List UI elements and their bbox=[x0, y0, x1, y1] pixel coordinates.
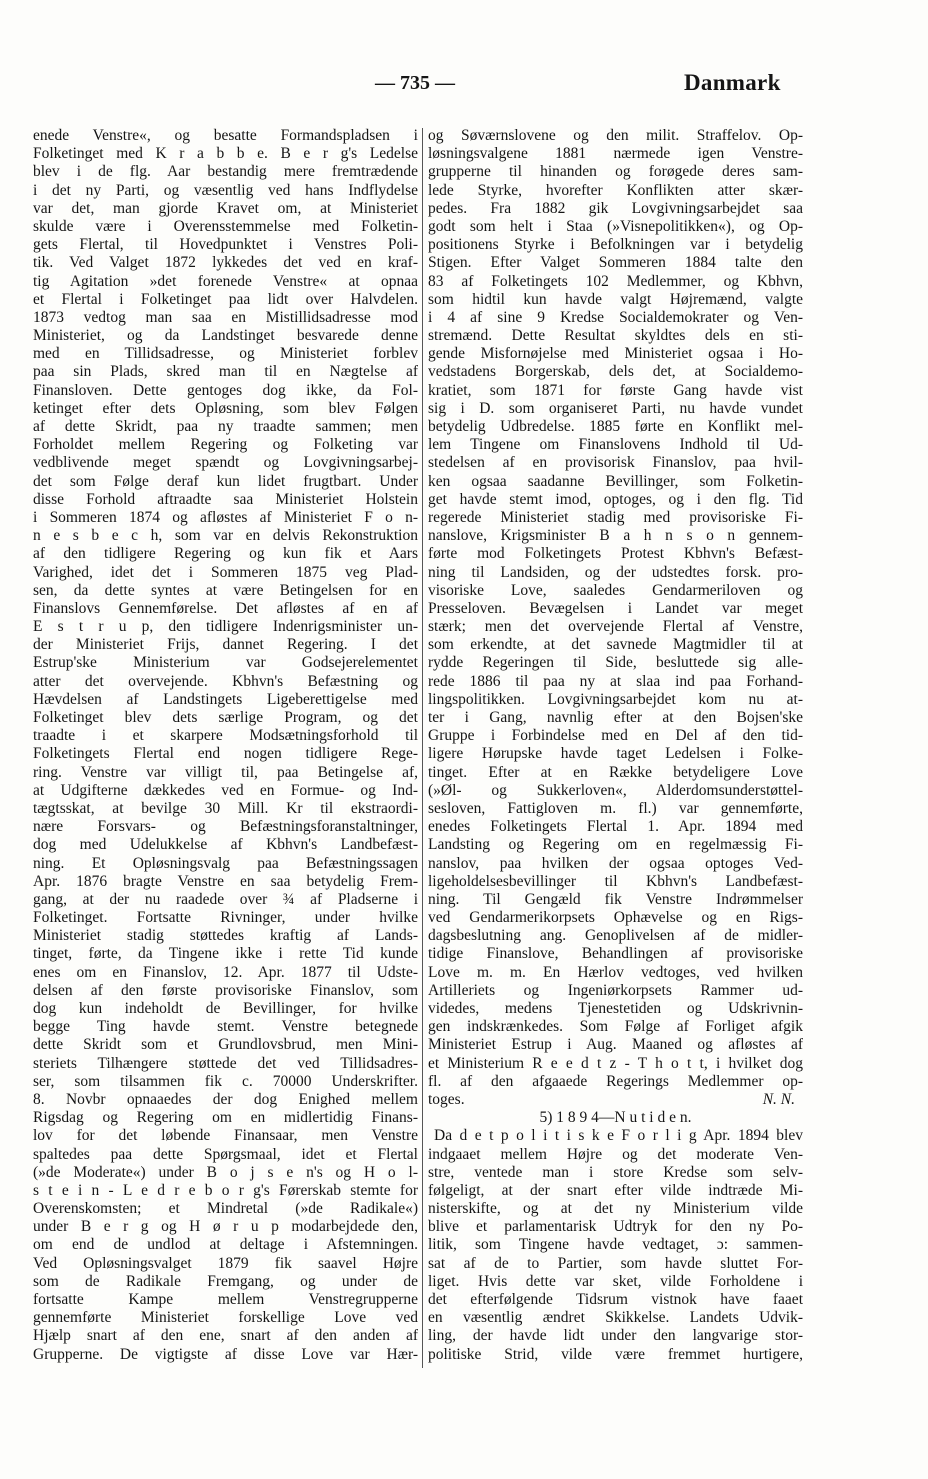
text-line: ser, som tilsammen fik c. 70000 Underskrifter. bbox=[33, 1072, 418, 1090]
text-line: Ved Opløsningsvalget 1879 fik saavel Højre bbox=[33, 1254, 418, 1272]
text-line: kratiet, som 1871 for første Gang havde vist bbox=[428, 381, 803, 399]
text-line: ning. Et Opløsningsvalg paa Befæstningssagen bbox=[33, 854, 418, 872]
text-line: begge Ting havde stemt. Venstre betegnede bbox=[33, 1018, 418, 1036]
text-line: gang, at der nu raadede over ¾ af Pladserne i bbox=[33, 890, 418, 908]
text-line: nanslove, Krigsminister B a h n s o n gennem- bbox=[428, 527, 803, 545]
text-line: Ministeriet Estrup i Aug. Maaned og afløstes af bbox=[428, 1036, 803, 1054]
text-line: af den tidligere Regering og kun fik et Aars bbox=[33, 545, 418, 563]
text-line: ken ogsaa saadanne Bevillinger, som Folketin- bbox=[428, 472, 803, 490]
text-line: en væsentlig ændret Skikkelse. Landets Udvik- bbox=[428, 1309, 803, 1327]
text-line: ketinget efter dets Opløsning, som blev Følgen bbox=[33, 399, 418, 417]
text-line: enes om en Finanslov, 12. Apr. 1877 til Udste- bbox=[33, 963, 418, 981]
text-line: 8. Novbr opnaaedes der dog Enighed mellem bbox=[33, 1090, 418, 1108]
text-line: traadte i et skarpere Modsætningsforhold til bbox=[33, 727, 418, 745]
text-line: lingspolitikken. Lovgivningsarbejdet kom nu at- bbox=[428, 690, 803, 708]
page-number: — 735 — bbox=[375, 72, 455, 94]
text-line: politiske Strid, vilde være fremmet hurtigere, bbox=[428, 1345, 803, 1363]
text-line: rydde Regeringen til Side, besluttede sig alle- bbox=[428, 654, 803, 672]
text-line: med en Tillidsadresse, og Ministeriet forblev bbox=[33, 345, 418, 363]
text-line: dog kun indeholdt de Bevillinger, for hvilke bbox=[33, 1000, 418, 1017]
text-line: Artilleriets og Ingeniørkorpsets Rammer ud- bbox=[428, 981, 803, 999]
text-line: disse Forhold aftraadte saa Ministeriet Holstein bbox=[33, 490, 418, 508]
text-line: regerede Ministeriet stadig med provisoriske Fi- bbox=[428, 508, 803, 526]
text-line: var det, man gjorde Kravet om, at Ministeriet bbox=[33, 199, 418, 217]
text-line: liget. Hvis dette var sket, vilde Forholdene i bbox=[428, 1272, 803, 1290]
text-line: Finanslovs Gennemførelse. Det afløstes af en af bbox=[33, 599, 418, 617]
text-line: der Ministeriet Frijs, dannet Regering. I det bbox=[33, 636, 418, 654]
text-line: pedes. Fra 1882 gik Lovgivningsarbejdet saa bbox=[428, 199, 803, 217]
text-line: paa sin Plads, skred man til en Nægtelse af bbox=[33, 363, 418, 381]
text-line: gets Flertal, til Hovedpunktet i Venstres Poli- bbox=[33, 236, 418, 254]
text-line: vedstadens Borgerskab, dels det, at Socialdemo- bbox=[428, 363, 803, 381]
text-line: 1873 vedtog man saa en Mistillidsadresse mod bbox=[33, 308, 418, 326]
text-line: førte mod Folketingets Protest Kbhvn's Befæst- bbox=[428, 545, 803, 563]
text-line: E s t r u p, den tidligere Indenrigsminister un- bbox=[33, 618, 418, 636]
text-line: Presseloven. Bevægelsen i Landet var meget bbox=[428, 599, 803, 617]
text-line: ring. Venstre var villigt til, paa Betingelse af, bbox=[33, 763, 418, 781]
text-line: betydelig Udbredelse. 1885 førte en Konflikt mel- bbox=[428, 418, 803, 435]
text-line: (»de Moderate«) under B o j s e n's og H o l- bbox=[33, 1163, 418, 1181]
text-line: Rigsdag og Regering om en midlertidig Finans- bbox=[33, 1109, 418, 1127]
text-line: under B e r g og H ø r u p modarbejdede den, bbox=[33, 1218, 418, 1236]
text-line: sat af de to Partier, som havde sluttet For- bbox=[428, 1254, 803, 1272]
text-line: blev i de flg. Aar bestandig mere fremtrædende bbox=[33, 163, 418, 181]
text-line: som erkendte, at det savnede Magtmidler til at bbox=[428, 636, 803, 654]
section-heading: 5) 1 8 9 4—N u t i d e n. bbox=[539, 1109, 692, 1127]
text-line: Grupperne. De vigtigste af disse Love var Hær- bbox=[33, 1345, 418, 1363]
text-line: ter i Gang, navnlig efter at den Bojsen'ske bbox=[428, 709, 803, 726]
text-line: stremænd. Dette Resultat skyldtes dels en sti- bbox=[428, 327, 803, 345]
text-line: ved Gendarmerikorpsets Ophævelse og en Rigs- bbox=[428, 909, 803, 927]
text-line: stedelsen af en provisorisk Finanslov, paa hvil- bbox=[428, 454, 803, 472]
text-line: Landsting og Regering om en regelmæssig Fi- bbox=[428, 836, 803, 854]
text-line: blive et parlamentarisk Udtryk for den ny Po- bbox=[428, 1218, 803, 1236]
column-divider bbox=[422, 128, 423, 1368]
text-line: Folketinget med K r a b b e. B e r g's Ledelse bbox=[33, 145, 418, 163]
text-line: om end de undlod at deltage i Afstemningen. bbox=[33, 1236, 418, 1254]
text-line: (»Øl- og Sukkerloven«, Alderdomsunderstøttel- bbox=[428, 781, 803, 799]
text-line: stre, ventede man i store Kredse som selv- bbox=[428, 1163, 803, 1181]
text-line: nære Forsvars- og Befæstningsforanstaltninger, bbox=[33, 818, 418, 836]
text-line: tinget. Efter at en Række betydeligere Love bbox=[428, 763, 803, 781]
text-line: ling, der havde lidt under den langvarige stor- bbox=[428, 1327, 803, 1345]
text-line: get havde stemt imod, optoges, og i den flg. Tid bbox=[428, 490, 803, 508]
text-line: gennemførte Ministeriet forskellige Love ved bbox=[33, 1309, 418, 1327]
text-line: Ministeriet stadig støttedes kraftig af Lands- bbox=[33, 927, 418, 945]
author-signature: N. N. bbox=[762, 1090, 795, 1108]
text-line: Estrup'ske Ministerium var Godsejerelementet bbox=[33, 654, 418, 672]
text-line: nisterskifte, og at det ny Ministerium vilde bbox=[428, 1200, 803, 1218]
text-line: tik. Ved Valget 1872 lykkedes det ved en kraf- bbox=[33, 254, 418, 272]
text-line: tig Agitation »det forenede Venstre« at opnaa bbox=[33, 272, 418, 290]
text-line: n e s b e c h, som var en delvis Rekonstruktion bbox=[33, 527, 418, 545]
text-line: stærk; men det overvejende Flertal af Venstre, bbox=[428, 618, 803, 636]
text-line: enedes Folketingets Flertal 1. Apr. 1894 med bbox=[428, 818, 803, 836]
text-line: et Flertal i Folketinget paa lidt over Halvdelen. bbox=[33, 290, 418, 308]
text-line: i det ny Parti, og væsentlig ved hans Indflydelse bbox=[33, 181, 418, 199]
text-line: løsningsvalgene 1881 nærmede igen Venstre- bbox=[428, 145, 803, 163]
text-line: Folketinget blev dets særlige Program, og det bbox=[33, 709, 418, 726]
text-line: indgaaet mellem Højre og det moderate Ven- bbox=[428, 1145, 803, 1163]
text-line: som de Radikale Fremgang, og under de bbox=[33, 1272, 418, 1290]
text-line: atter det overvejende. Kbhvn's Befæstning og bbox=[33, 672, 418, 690]
text-line: Da d e t p o l i t i s k e F o r l i g Apr. 1894 blev bbox=[434, 1127, 803, 1145]
text-line: lede Styrke, hvorefter Konflikten atter skær- bbox=[428, 181, 803, 199]
text-line: det som Følge deraf kun lidet frugtbart. Under bbox=[33, 472, 418, 490]
text-line: Finansloven. Dette gentoges dog ikke, da Fol- bbox=[33, 381, 418, 399]
text-line: Folketingets Flertal end nogen tidligere Rege- bbox=[33, 745, 418, 763]
text-line: videdes, medens Tjenestetiden og Udskrivnin- bbox=[428, 1000, 803, 1017]
text-line: Overenskomsten; et Mindretal (»de Radikale«) bbox=[33, 1200, 418, 1218]
right-column bbox=[428, 127, 803, 1364]
text-line: at Udgifterne dækkedes ved en Formue- og Ind- bbox=[33, 781, 418, 799]
text-line: dog med Udelukkelse af Kbhvn's Landbefæst- bbox=[33, 836, 418, 854]
text-line: skulde være i Overensstemmelse med Folketin- bbox=[33, 217, 418, 235]
text-line: et Ministerium R e e d t z - T h o t t, i hvilket dog bbox=[428, 1054, 803, 1072]
text-line: Ministeriet, og da Landstinget besvarede denne bbox=[33, 327, 418, 345]
text-line: tidige Finanslove, Behandlingen af provisoriske bbox=[428, 945, 803, 963]
text-line: Apr. 1876 bragte Venstre en saa betydelig Frem- bbox=[33, 872, 418, 890]
text-line: grupperne til hinanden og forøgede deres sam- bbox=[428, 163, 803, 181]
text-line: ning til Landsiden, og der udstedtes forsk. pro- bbox=[428, 563, 803, 581]
text-line: lem Tingene om Finanslovens Indhold til Ud- bbox=[428, 436, 803, 454]
text-line: godt som helt i Staa (»Visnepolitikken«), og Op- bbox=[428, 217, 803, 235]
text-line: Folketinget. Fortsatte Rivninger, under hvilke bbox=[33, 909, 418, 927]
text-line: og Søværnslovene og den milit. Straffelov. Op- bbox=[428, 127, 803, 144]
text-line: ligeholdelsesbevillinger til Kbhvn's Landbefæst- bbox=[428, 872, 803, 890]
text-line: dagsbeslutning ang. Genoplivelsen af de midler- bbox=[428, 927, 803, 945]
text-line: det efterfølgende Tidsrum vistnok have faaet bbox=[428, 1291, 803, 1308]
text-line: toges. bbox=[428, 1090, 465, 1108]
text-line: Gruppe i Forbindelse med en Del af den tid- bbox=[428, 727, 803, 745]
text-line: gen indskrænkedes. Som Følge af Forliget afgik bbox=[428, 1018, 803, 1036]
text-line: Forholdet mellem Regering og Folketing var bbox=[33, 436, 418, 454]
text-line: visoriske Love, saaledes Gendarmeriloven og bbox=[428, 581, 803, 599]
text-line: fl. af den afgaaede Regerings Medlemmer op- bbox=[428, 1072, 803, 1090]
text-line: sesloven, Fattigloven m. fl.) var gennemførte, bbox=[428, 799, 803, 817]
text-line: følgeligt, at der snart efter vilde indtræde Mi- bbox=[428, 1181, 803, 1199]
text-line: spaltedes paa dette Spørgsmaal, idet et Flertal bbox=[33, 1145, 418, 1163]
text-line: rede 1886 til paa ny at slaa ind paa Forhand- bbox=[428, 672, 803, 690]
text-line: i Sommeren 1874 og afløstes af Ministeriet F o n- bbox=[33, 508, 418, 526]
text-line: sig i D. som organiseret Parti, nu havde vundet bbox=[428, 399, 803, 417]
text-line: tinget, førte, da Tingene ikke i rette Tid kunde bbox=[33, 945, 418, 963]
text-line: vedblivende meget spændt og Lovgivningsarbej- bbox=[33, 454, 418, 472]
text-line: dette Skridt som et Grundlovsbrud, men Mini- bbox=[33, 1036, 418, 1054]
text-line: af dette Skridt, paa ny traadte sammen; men bbox=[33, 418, 418, 435]
text-line: nanslov, paa hvilken der ogsaa optoges Ved- bbox=[428, 854, 803, 872]
text-line: fortsatte Kampe mellem Venstregrupperne bbox=[33, 1291, 418, 1308]
text-line: 83 af Folketingets 102 Medlemmer, og Kbhvn, bbox=[428, 272, 803, 290]
text-line: i 4 af sine 9 Kredse Socialdemokrater og Ven- bbox=[428, 308, 803, 326]
section-title: Danmark bbox=[684, 70, 781, 95]
text-line: Hjælp snart af den ene, snart af den anden af bbox=[33, 1327, 418, 1345]
text-line: Varighed, idet det i Sommeren 1875 veg Plad- bbox=[33, 563, 418, 581]
text-line: lov for det løbende Finansaar, men Venstre bbox=[33, 1127, 418, 1145]
text-line: Stigen. Efter Valget Sommeren 1884 talte den bbox=[428, 254, 803, 272]
text-line: Hævdelsen af Landstingets Ligeberettigelse med bbox=[33, 690, 418, 708]
text-line: steriets Tilhængere støttede det ved Tillidsadres- bbox=[33, 1054, 418, 1072]
paragraph-end-line bbox=[428, 1091, 803, 1109]
text-line: s t e i n - L e d r e b o r g's Førerskab stemte for bbox=[33, 1181, 418, 1199]
text-line: litik, som Tingene havde vedtaget, ɔ: sammen- bbox=[428, 1236, 803, 1254]
text-line: tægtsskat, at bevilge 30 Mill. Kr til ekstraordi- bbox=[33, 799, 418, 817]
text-line: ligere Hørupske havde taget Ledelsen i Folke- bbox=[428, 745, 803, 763]
text-line: ning. Til Gengæld fik Venstre Indrømmelser bbox=[428, 890, 803, 908]
text-line: enede Venstre«, og besatte Formandspladsen i bbox=[33, 127, 418, 144]
text-line: gende Misfornøjelse med Ministeriet ogsaa i Ho- bbox=[428, 345, 803, 363]
text-line: som hidtil kun havde valgt Højremænd, valgte bbox=[428, 290, 803, 308]
left-column bbox=[33, 127, 418, 1364]
text-line: delsen af den første provisoriske Finanslov, som bbox=[33, 981, 418, 999]
text-line: Love m. m. En Hærlov vedtoges, ved hvilken bbox=[428, 963, 803, 981]
text-line: positionens Styrke i Befolkningen var i betydelig bbox=[428, 236, 803, 254]
text-line: sen, da dette syntes at være Betingelsen for en bbox=[33, 581, 418, 599]
